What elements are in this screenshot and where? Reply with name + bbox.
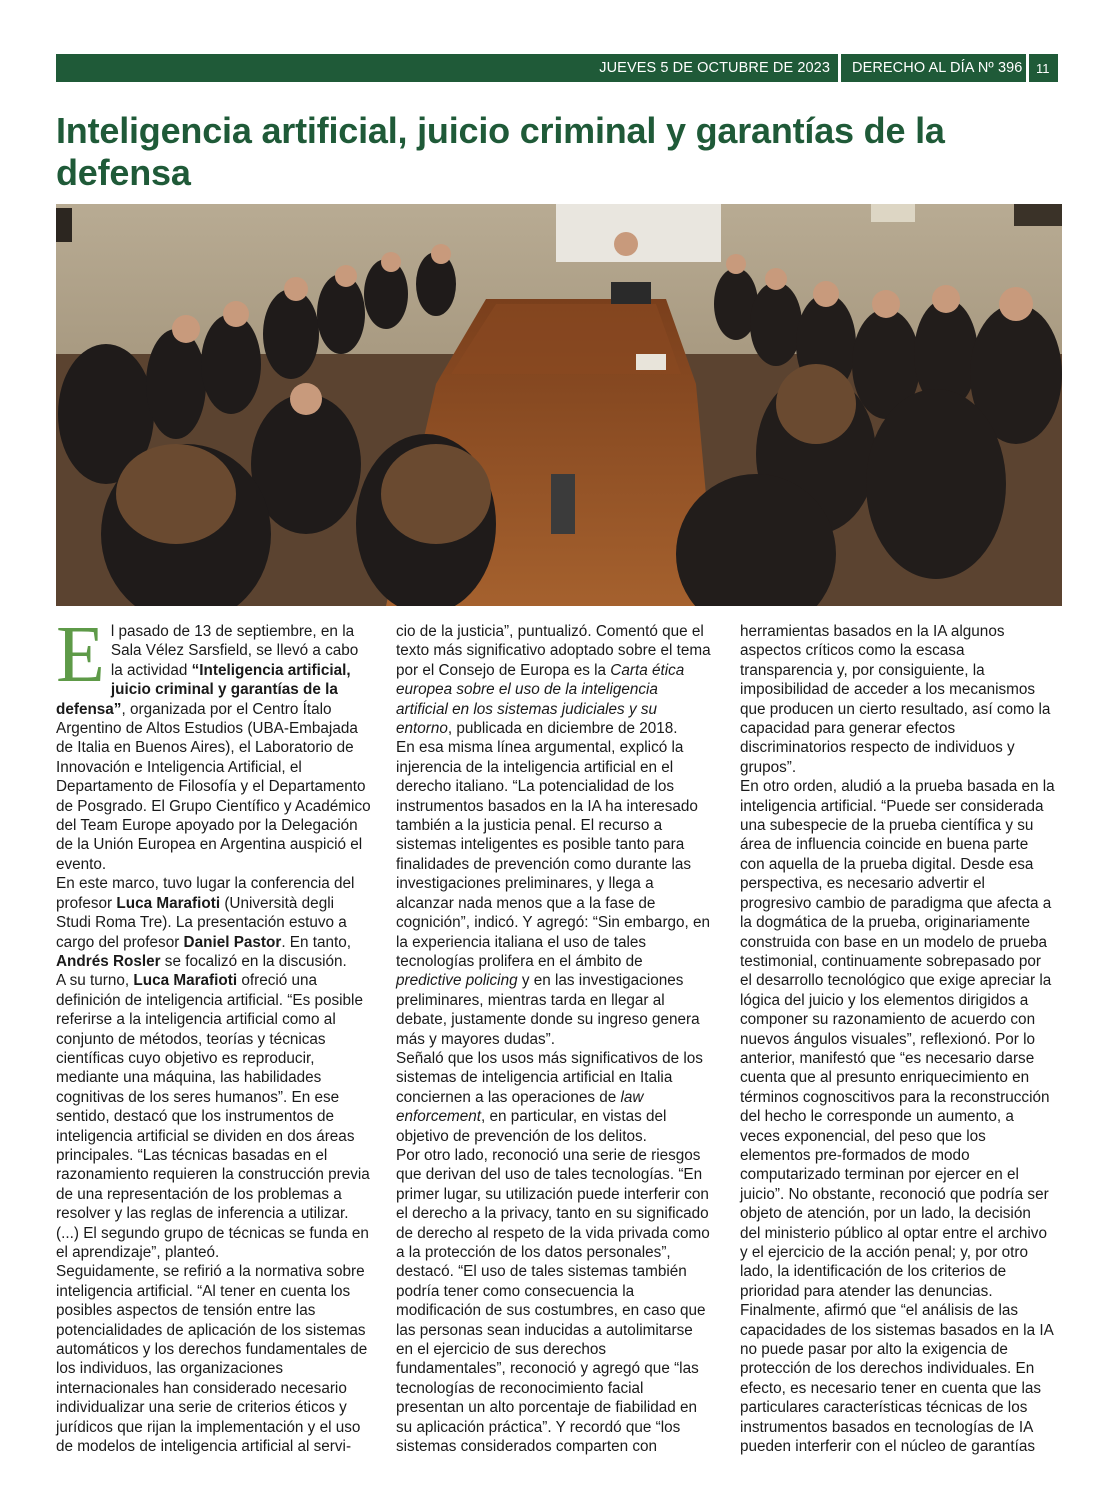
text-run: A su turno, <box>56 972 134 990</box>
text-run: , en particular, en vistas del objetivo de prevención de los delitos. <box>396 1108 667 1145</box>
paragraph: En otro orden, aludió a la prueba basada en la inteligencia artificial. “Puede ser considerada una subespecie de la prueba científica y su área de influencia coincide en buena parte con aquella de la prueba digital. Desde esa perspectiva, es necesario advertir el progresivo cambio de paradigma que afecta a la dogmática de la prueba, originariamente construida con base en un modelo de prueba testimonial, continuamente sobrepasado por el desarrollo tecnológico que exige apreciar la lógica del juicio y los elementos dirigidos a componer su razonamiento de acuerdo con nuevos ángulos visuales”, reflexionó. Por lo anterior, manifestó que “es necesario darse cuenta que al presunto enriquecimiento en términos cognoscitivos para la reconstrucción del hecho le corresponde un aumento, a veces exponencial, del peso que los elementos pre-formados de modo computarizado terminan por ejercer en el juicio”. No obstante, reconoció que podría ser objeto de atención, por un lado, la decisión del ministerio público al optar entre el archivo y el ejercicio de la acción penal; y, por otro lado, la identificación de los criterios de prioridad para atender las denuncias. <box>740 778 1055 1300</box>
text-run: cio de la justicia”, puntualizó. Comentó que el texto más significativo adoptado sobre el tema por el Consejo de Europa es la <box>396 623 711 679</box>
article-column-2 <box>396 622 711 1456</box>
paragraph: Finalmente, afirmó que “el análisis de las capacidades de los sistemas basados en la IA no puede pasar por alto la exigencia de protección de los derechos individuales. En efecto, es necesario tener en cuenta que las particulares características técnicas de los instrumentos basados en tecnologías de IA pueden interferir con el núcleo de garantías <box>740 1302 1053 1456</box>
person-name: Luca Marafioti <box>116 894 221 912</box>
text-run: . En tanto, <box>281 933 352 951</box>
paragraph: Por otro lado, reconoció una serie de riesgos que derivan del uso de tales tecnologías. “En primer lugar, su utilización puede interferir con el derecho a la privacy, tanto en su significado de derecho al respeto de la vida privada como a la protección de los datos personales”, destacó. “El uso de tales sistemas también podría tener como consecuencia la modificación de sus costumbres, en caso que las personas sean inducidas a autolimitarse en el ejercicio de sus derechos fundamentales”, reconoció y agregó que “las tecnologías de reconocimiento facial presentan un alto porcentaje de fiabilidad en su aplicación práctica”. Y recordó que “los sistemas considerados comparten con <box>396 1146 710 1456</box>
paragraph <box>396 1049 711 1146</box>
italic-text: law enforcement <box>396 1088 644 1126</box>
paragraph <box>396 622 711 738</box>
person-name: Luca Marafioti <box>133 972 238 990</box>
header-divider <box>838 54 841 82</box>
text-run: , organizada por el Centro Ítalo Argentino de Altos Estudios (UBA-Embajada de Italia en Buenos Aires), el Laboratorio de Innovación e Inteligencia Artificial, el Departamento de Filosofía y el Departamento de Posgrado. El Grupo Científico y Académico del Team Europe apoyado por la Delegación de la Unión Europea en Argentina auspició el evento. <box>56 700 371 873</box>
person-name: Andrés Rosler <box>56 952 161 970</box>
paragraph <box>56 611 371 874</box>
text-run: , publicada en diciembre de 2018. <box>447 720 678 738</box>
paragraph <box>396 738 711 1049</box>
paragraph <box>56 874 371 971</box>
article-photo <box>56 204 1062 606</box>
dropcap: E <box>56 611 105 699</box>
italic-text: Carta ética europea sobre el uso de la inteligencia artificial en los sistemas judiciales y su entorno <box>396 661 685 738</box>
header-date: JUEVES 5 DE OCTUBRE DE 2023 <box>599 60 830 76</box>
header-divider <box>1026 54 1029 82</box>
text-run: y en las investigaciones preliminares, mientras tarda en llegar al debate, justamente donde su ingreso genera más y mayores dudas”. <box>396 972 700 1048</box>
page-header <box>56 54 1058 82</box>
conference-room-photo <box>56 204 1062 606</box>
paragraph: Seguidamente, se refirió a la normativa sobre inteligencia artificial. “Al tener en cuenta los posibles aspectos de tensión entre las potencialidades de aplicación de los sistemas automáticos y los derechos fundamentales de los individuos, las organizaciones internacionales han considerado necesario individualizar una serie de criterios éticos y jurídicos que rijan la implementación y el uso de modelos de inteligencia artificial al servi- <box>56 1263 368 1456</box>
article-column-3 <box>740 622 1055 1456</box>
paragraph <box>56 971 371 1262</box>
page-number: 11 <box>1036 60 1050 76</box>
text-run: (Università degli Studi Roma Tre). La presentación estuvo a cargo del profesor <box>56 894 347 951</box>
text-run: se focalizó en la discusión. <box>160 952 347 970</box>
text-run: En este marco, tuvo lugar la conferencia del profesor <box>56 875 355 912</box>
text-run: Señaló que los usos más significativos de los sistemas de inteligencia artificial en Italia conciernen a las operaciones de <box>396 1049 703 1106</box>
bold-text: “Inteligencia artificial, juicio criminal y garantías de la defensa” <box>56 661 351 718</box>
article-title: Inteligencia artificial, juicio criminal y garantías de la defensa <box>56 110 945 193</box>
text-run: En esa misma línea argumental, explicó la injerencia de la inteligencia artificial en el derecho italiano. “La potencialidad de los instrumentos basados en la IA ha interesado también a la justicia penal. El recurso a sistemas inteligentes es posible tanto para finalidades de prevención como durante las investigaciones preliminares, y llega a alcanzar nada menos que a la fase de cognición”, indicó. Y agregó: “Sin embargo, en la experiencia italiana el uso de tales tecnologías prolifera en el ámbito de <box>396 739 711 970</box>
text-run: l pasado de 13 de septiembre, en la Sala Vélez Sarsfield, se llevó a cabo la actividad <box>110 623 359 679</box>
text-run: ofreció una definición de inteligencia artificial. “Es posible referirse a la inteligencia artificial como al conjunto de métodos, teorías y técnicas científicas cuyo objetivo es reproducir, mediante una máquina, las habilidades cognitivas de los seres humanos”. En ese sentido, destacó que los instrumentos de inteligencia artificial se dividen en dos áreas principales. “Las técnicas basadas en el razonamiento requieren la construcción previa de una representación de los problemas a resolver y las reglas de inferencia a utilizar. (...) El segundo grupo de técnicas se funda en el aprendizaje”, planteó. <box>56 972 370 1261</box>
header-publication: DERECHO AL DÍA Nº 396 <box>852 60 1023 76</box>
article-column-1 <box>56 611 371 1456</box>
person-name: Daniel Pastor <box>183 933 282 951</box>
italic-text: predictive policing <box>396 972 518 990</box>
paragraph: herramientas basados en la IA algunos aspectos críticos como la escasa transparencia y, por consiguiente, la imposibilidad de acceder a los mecanismos que producen un cierto resultado, así como la capacidad para generar efectos discriminatorios respecto de individuos y grupos”. <box>740 623 1051 776</box>
